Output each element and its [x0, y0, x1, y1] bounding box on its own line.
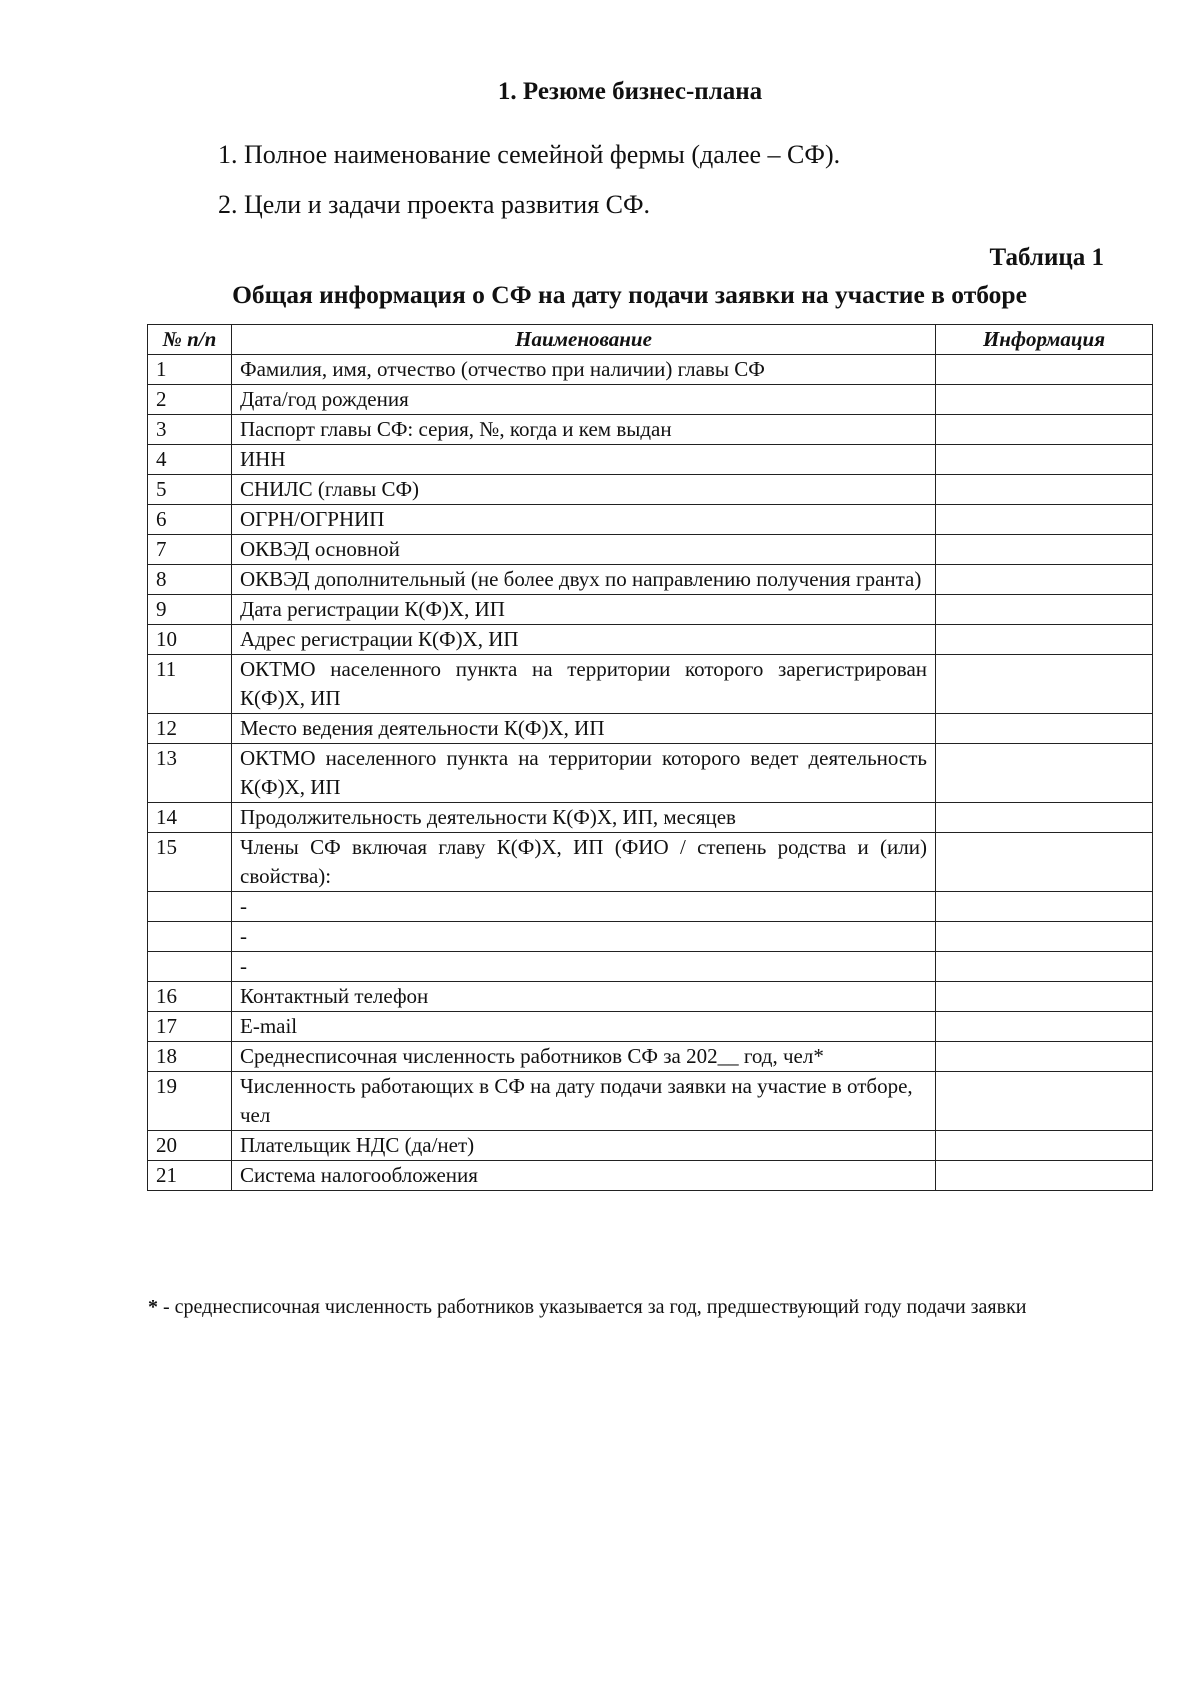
row-info-cell[interactable]: [936, 625, 1153, 655]
row-num-cell: 5: [148, 475, 232, 505]
row-info-cell[interactable]: [936, 415, 1153, 445]
table-row: [148, 1161, 1153, 1191]
row-info-cell[interactable]: [936, 1012, 1153, 1042]
row-name-cell: Адрес регистрации К(Ф)Х, ИП: [232, 625, 936, 655]
table-row: [148, 535, 1153, 565]
table-row: [148, 1131, 1153, 1161]
row-info-cell[interactable]: [936, 385, 1153, 415]
table-row: [148, 922, 1153, 952]
table-row: [148, 744, 1153, 803]
table-row: [148, 355, 1153, 385]
row-name-cell: Плательщик НДС (да/нет): [232, 1131, 936, 1161]
row-name-cell: Паспорт главы СФ: серия, №, когда и кем выдан: [232, 415, 936, 445]
row-name-cell: Контактный телефон: [232, 982, 936, 1012]
row-name-cell: Место ведения деятельности К(Ф)Х, ИП: [232, 714, 936, 744]
row-num-cell: 4: [148, 445, 232, 475]
row-num-cell: 21: [148, 1161, 232, 1191]
row-info-cell[interactable]: [936, 595, 1153, 625]
table-body: [148, 355, 1153, 1191]
table-row: [148, 952, 1153, 982]
info-table: [147, 324, 1153, 1191]
row-name-cell: Дата регистрации К(Ф)Х, ИП: [232, 595, 936, 625]
row-info-cell[interactable]: [936, 833, 1153, 892]
row-num-cell: 7: [148, 535, 232, 565]
table-row: [148, 385, 1153, 415]
row-info-cell[interactable]: [936, 803, 1153, 833]
row-info-cell[interactable]: [936, 982, 1153, 1012]
row-num-cell: 17: [148, 1012, 232, 1042]
table-row: [148, 655, 1153, 714]
row-name-cell: Члены СФ включая главу К(Ф)Х, ИП (ФИО / степень родства и (или) свойства):: [232, 833, 936, 892]
row-info-cell[interactable]: [936, 505, 1153, 535]
row-num-cell: 1: [148, 355, 232, 385]
row-name-cell: Система налогообложения: [232, 1161, 936, 1191]
row-num-cell: 18: [148, 1042, 232, 1072]
row-name-cell: Продолжительность деятельности К(Ф)Х, ИП, месяцев: [232, 803, 936, 833]
row-num-cell: 19: [148, 1072, 232, 1131]
row-info-cell[interactable]: [936, 355, 1153, 385]
row-info-cell[interactable]: [936, 922, 1153, 952]
row-num-cell: 2: [148, 385, 232, 415]
paragraph-full-name: 1. Полное наименование семейной фермы (далее – СФ).: [218, 140, 841, 169]
row-name-cell: ОКТМО населенного пункта на территории которого ведет деятельность К(Ф)Х, ИП: [232, 744, 936, 803]
table-row: [148, 1072, 1153, 1131]
row-name-cell: E-mail: [232, 1012, 936, 1042]
row-info-cell[interactable]: [936, 1042, 1153, 1072]
row-info-cell[interactable]: [936, 475, 1153, 505]
table-row: [148, 892, 1153, 922]
row-num-cell: 9: [148, 595, 232, 625]
row-info-cell[interactable]: [936, 565, 1153, 595]
row-num-cell: 20: [148, 1131, 232, 1161]
row-info-cell[interactable]: [936, 655, 1153, 714]
row-name-cell: ОКВЭД дополнительный (не более двух по направлению получения гранта): [232, 565, 936, 595]
footnote: [148, 1291, 1108, 1323]
table-row: [148, 445, 1153, 475]
row-num-cell: 8: [148, 565, 232, 595]
row-name-cell: Фамилия, имя, отчество (отчество при наличии) главы СФ: [232, 355, 936, 385]
footnote-text: - среднесписочная численность работников указывается за год, предшествующий году подачи заявки: [158, 1296, 1027, 1318]
paragraph-goals: 2. Цели и задачи проекта развития СФ.: [218, 190, 651, 219]
table-row: [148, 833, 1153, 892]
row-info-cell[interactable]: [936, 892, 1153, 922]
header-info: Информация: [936, 325, 1153, 355]
table-row: [148, 1012, 1153, 1042]
row-name-cell: Численность работающих в СФ на дату подачи заявки на участие в отборе, чел: [232, 1072, 936, 1131]
row-num-cell: 16: [148, 982, 232, 1012]
row-num-cell: [148, 892, 232, 922]
row-name-cell: Среднесписочная численность работников СФ за 202__ год, чел*: [232, 1042, 936, 1072]
row-name-cell: ИНН: [232, 445, 936, 475]
row-info-cell[interactable]: [936, 744, 1153, 803]
table-row: [148, 1042, 1153, 1072]
row-num-cell: 12: [148, 714, 232, 744]
table-row: [148, 625, 1153, 655]
row-num-cell: 6: [148, 505, 232, 535]
row-name-cell: СНИЛС (главы СФ): [232, 475, 936, 505]
table-row: [148, 595, 1153, 625]
row-info-cell[interactable]: [936, 714, 1153, 744]
table-header-row: [148, 325, 1153, 355]
row-num-cell: 13: [148, 744, 232, 803]
row-name-cell: ОКТМО населенного пункта на территории которого зарегистрирован К(Ф)Х, ИП: [232, 655, 936, 714]
row-info-cell[interactable]: [936, 1131, 1153, 1161]
table-row: [148, 505, 1153, 535]
row-name-cell: -: [232, 952, 936, 982]
row-num-cell: [148, 952, 232, 982]
row-num-cell: 10: [148, 625, 232, 655]
row-num-cell: 15: [148, 833, 232, 892]
row-name-cell: ОКВЭД основной: [232, 535, 936, 565]
section-title: 1. Резюме бизнес-плана: [497, 78, 763, 105]
table-row: [148, 982, 1153, 1012]
row-num-cell: 11: [148, 655, 232, 714]
footnote-star: *: [148, 1296, 158, 1318]
row-name-cell: -: [232, 892, 936, 922]
row-name-cell: -: [232, 922, 936, 952]
table-caption: Общая информация о СФ на дату подачи заявки на участие в отборе: [232, 280, 1027, 309]
table-row: [148, 415, 1153, 445]
header-num: № п/п: [148, 325, 232, 355]
row-info-cell[interactable]: [936, 535, 1153, 565]
row-info-cell[interactable]: [936, 445, 1153, 475]
table-row: [148, 565, 1153, 595]
table-row: [148, 803, 1153, 833]
row-info-cell[interactable]: [936, 952, 1153, 982]
row-info-cell[interactable]: [936, 1161, 1153, 1191]
row-info-cell[interactable]: [936, 1072, 1153, 1131]
row-name-cell: Дата/год рождения: [232, 385, 936, 415]
table-label: Таблица 1: [989, 244, 1104, 271]
row-name-cell: ОГРН/ОГРНИП: [232, 505, 936, 535]
row-num-cell: 14: [148, 803, 232, 833]
row-num-cell: 3: [148, 415, 232, 445]
table-row: [148, 475, 1153, 505]
row-num-cell: [148, 922, 232, 952]
header-name: Наименование: [232, 325, 936, 355]
table-row: [148, 714, 1153, 744]
